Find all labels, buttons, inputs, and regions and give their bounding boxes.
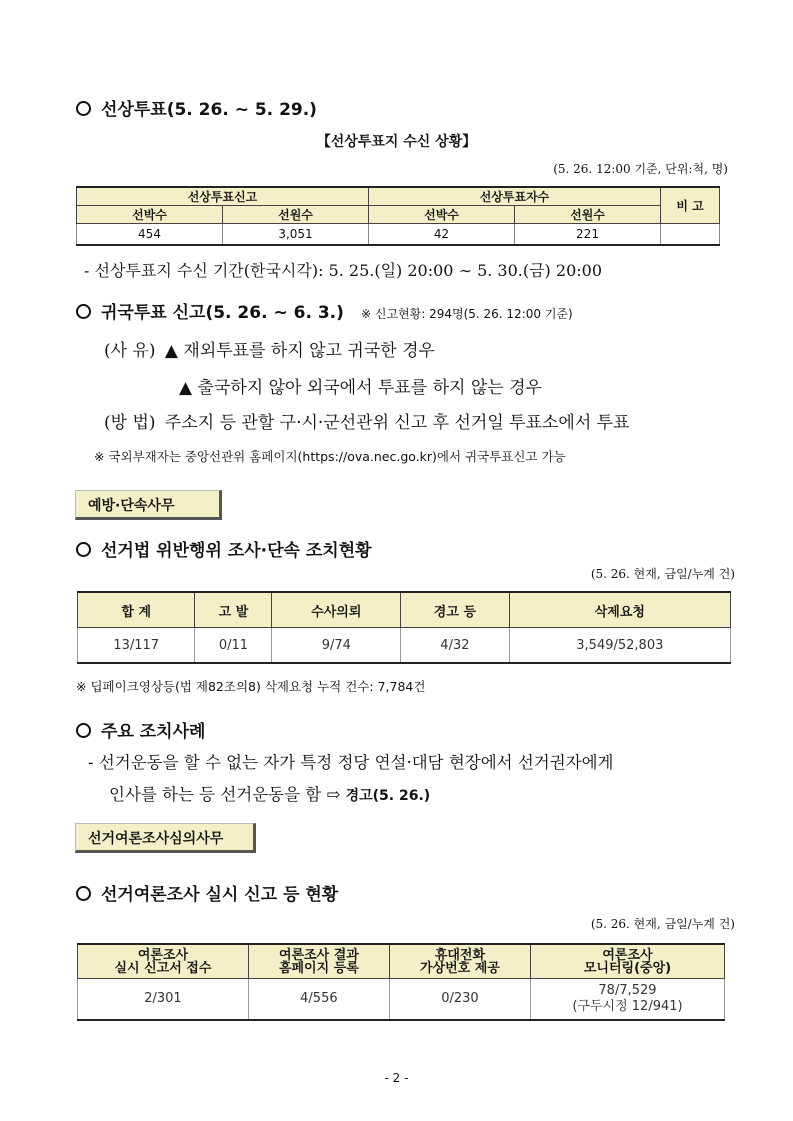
table-cell: 2/301 [78,979,249,1021]
reason-row-1: (사 유) ▲ 재외투표를 하지 않고 귀국한 경우 [104,341,435,361]
table-cell: 0/230 [389,979,530,1021]
table-cell: 42 [369,224,515,246]
section-title-return-voting: 귀국투표 신고(5. 26. ~ 6. 3.) ※ 신고현황: 294명(5. 26. 12:00 기준) [76,298,573,323]
header-group-voters: 선상투표자수 [369,187,661,206]
case-line-1: - 선거운동을 할 수 없는 자가 특정 정당 연설·대담 현장에서 선거권자에게 [88,753,614,772]
table-cell: 4/32 [401,628,510,664]
table-title: 【선상투표지 수신 상황】 [316,134,477,150]
method-row: (방 법) 주소지 등 관할 구·시·군선관위 신고 후 선거일 투표소에서 투표 [104,413,630,433]
case-result: 경고(5. 26.) [345,788,431,804]
table-cell: 0/11 [195,628,272,664]
header-col: 여론조사 모니터링(중앙) [530,944,724,979]
section-title-polls: 선거여론조사 실시 신고 등 현황 [76,880,338,905]
header-col: 고 발 [195,592,272,628]
table-cell: 78/7,529 (구두시정 12/941) [530,979,724,1021]
circle-bullet-icon [76,542,91,557]
section-title-ship-voting: 선상투표(5. 26. ~ 5. 29.) [76,95,317,120]
header-col: 수사의뢰 [272,592,401,628]
circle-bullet-icon [76,886,91,901]
deepfake-footnote: ※ 딥페이크영상등(법 제82조의8) 삭제요청 누적 건수: 7,784건 [76,679,426,694]
header-group-report: 선상투표신고 [77,187,369,206]
status-note: ※ 신고현황: 294명(5. 26. 12:00 기준) [360,307,573,321]
polls-table [77,943,725,1021]
header-col: 선원수 [223,206,369,224]
violations-note: (5. 26. 현재, 금일/누계 건) [590,567,735,581]
section-title-cases: 주요 조치사례 [76,717,205,742]
header-col: 선원수 [515,206,661,224]
table-note: (5. 26. 12:00 기준, 단위:척, 명) [553,162,728,176]
table-row [78,628,731,664]
table-cell: 9/74 [272,628,401,664]
table-row [77,224,720,246]
table-cell: 4/556 [248,979,389,1021]
header-col: 선박수 [369,206,515,224]
header-col: 삭제요청 [509,592,730,628]
table-row [78,979,725,1021]
table-cell: 3,051 [223,224,369,246]
header-remarks: 비 고 [661,187,720,224]
header-col: 합 계 [78,592,195,628]
section-title-violations: 선거법 위반행위 조사·단속 조치현황 [76,536,372,561]
header-col: 여론조사 실시 신고서 접수 [78,944,249,979]
table-cell: 13/117 [78,628,195,664]
header-col: 선박수 [77,206,223,224]
overseas-footnote: ※ 국외부재자는 중앙선관위 홈페이지(https://ova.nec.go.kr)에서 귀국투표신고 가능 [94,449,566,464]
section-box-polls: 선거여론조사심의사무 [75,823,256,853]
page-number: - 2 - [384,1071,409,1085]
table-cell: 3,549/52,803 [509,628,730,664]
period-line: - 선상투표지 수신 기간(한국시각): 5. 25.(일) 20:00 ∼ 5. 30.(금) 20:00 [84,261,602,280]
table-cell: 221 [515,224,661,246]
polls-note: (5. 26. 현재, 금일/누계 건) [590,917,735,931]
circle-bullet-icon [76,304,91,319]
table-cell: 454 [77,224,223,246]
table-cell-empty [661,224,720,246]
circle-bullet-icon [76,723,91,738]
reason-row-2: ▲ 출국하지 않아 외국에서 투표를 하지 않는 경우 [179,378,542,398]
header-col: 휴대전화 가상번호 제공 [389,944,530,979]
ship-voting-table [76,186,720,246]
header-col: 여론조사 결과 홈페이지 등록 [248,944,389,979]
circle-bullet-icon [76,101,91,116]
violations-table [77,591,731,664]
section-box-prevention: 예방·단속사무 [75,490,222,520]
case-line-2: 인사를 하는 등 선거운동을 함 ⇨ 경고(5. 26.) [109,785,431,804]
header-col: 경고 등 [401,592,510,628]
